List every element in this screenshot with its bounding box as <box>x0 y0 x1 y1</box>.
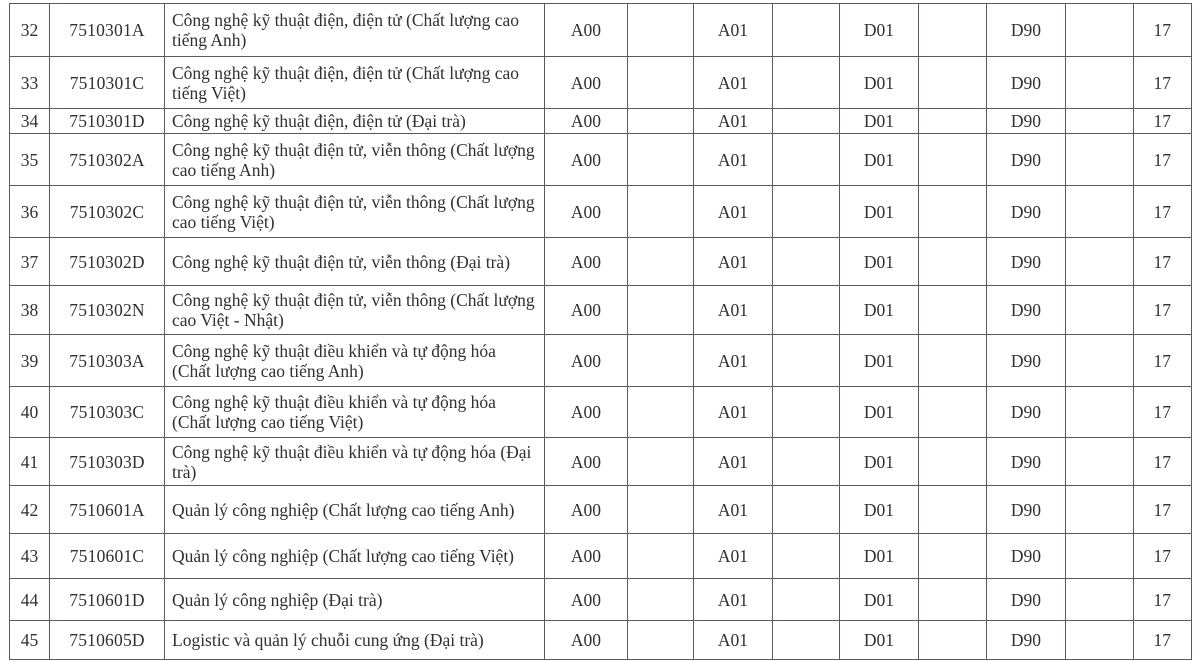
subject-combo-3-cell: D01 <box>840 134 919 186</box>
score-cell: 17 <box>1134 387 1192 438</box>
subject-combo-3-cell: D01 <box>840 186 919 238</box>
subject-combo-2-cell: A01 <box>694 621 773 660</box>
stt-cell: 35 <box>10 134 50 186</box>
score-cell: 17 <box>1134 286 1192 335</box>
major-name-cell: Logistic và quản lý chuỗi cung ứng (Đại trà) <box>165 621 545 660</box>
table-row <box>10 387 1192 438</box>
blank-cell <box>1066 335 1134 387</box>
major-code-cell: 7510601D <box>50 579 165 621</box>
subject-combo-2-cell: A01 <box>694 286 773 335</box>
stt-cell: 39 <box>10 335 50 387</box>
stt-cell: 42 <box>10 486 50 534</box>
subject-combo-1-cell: A00 <box>545 534 628 579</box>
table-row <box>10 4 1192 57</box>
table-row <box>10 534 1192 579</box>
major-name-cell: Quản lý công nghiệp (Chất lượng cao tiếng Việt) <box>165 534 545 579</box>
subject-combo-2-cell: A01 <box>694 534 773 579</box>
subject-combo-2-cell: A01 <box>694 238 773 286</box>
table-row <box>10 486 1192 534</box>
subject-combo-3-cell: D01 <box>840 109 919 134</box>
blank-cell <box>773 186 840 238</box>
major-name-cell: Công nghệ kỹ thuật điện tử, viễn thông (Chất lượng cao tiếng Anh) <box>165 134 545 186</box>
subject-combo-3-cell: D01 <box>840 335 919 387</box>
blank-cell <box>919 621 987 660</box>
stt-cell: 34 <box>10 109 50 134</box>
blank-cell <box>773 486 840 534</box>
subject-combo-4-cell: D90 <box>987 438 1066 486</box>
major-name-cell: Công nghệ kỹ thuật điều khiển và tự động hóa (Chất lượng cao tiếng Anh) <box>165 335 545 387</box>
subject-combo-2-cell: A01 <box>694 486 773 534</box>
blank-cell <box>628 335 694 387</box>
stt-cell: 43 <box>10 534 50 579</box>
subject-combo-1-cell: A00 <box>545 579 628 621</box>
major-name-cell: Công nghệ kỹ thuật điều khiển và tự động hóa (Đại trà) <box>165 438 545 486</box>
major-code-cell: 7510601C <box>50 534 165 579</box>
subject-combo-4-cell: D90 <box>987 134 1066 186</box>
subject-combo-3-cell: D01 <box>840 4 919 57</box>
blank-cell <box>919 134 987 186</box>
blank-cell <box>773 57 840 109</box>
blank-cell <box>919 335 987 387</box>
blank-cell <box>1066 238 1134 286</box>
subject-combo-2-cell: A01 <box>694 335 773 387</box>
major-code-cell: 7510605D <box>50 621 165 660</box>
score-cell: 17 <box>1134 57 1192 109</box>
major-code-cell: 7510303D <box>50 438 165 486</box>
subject-combo-1-cell: A00 <box>545 238 628 286</box>
blank-cell <box>919 4 987 57</box>
blank-cell <box>919 286 987 335</box>
major-code-cell: 7510301A <box>50 4 165 57</box>
subject-combo-3-cell: D01 <box>840 486 919 534</box>
blank-cell <box>773 534 840 579</box>
blank-cell <box>628 438 694 486</box>
score-cell: 17 <box>1134 335 1192 387</box>
blank-cell <box>1066 134 1134 186</box>
blank-cell <box>773 579 840 621</box>
major-code-cell: 7510302D <box>50 238 165 286</box>
subject-combo-3-cell: D01 <box>840 387 919 438</box>
blank-cell <box>773 109 840 134</box>
blank-cell <box>919 238 987 286</box>
score-cell: 17 <box>1134 438 1192 486</box>
blank-cell <box>628 534 694 579</box>
major-name-cell: Công nghệ kỹ thuật điện, điện tử (Đại trà) <box>165 109 545 134</box>
subject-combo-1-cell: A00 <box>545 286 628 335</box>
blank-cell <box>628 4 694 57</box>
subject-combo-3-cell: D01 <box>840 438 919 486</box>
subject-combo-3-cell: D01 <box>840 534 919 579</box>
subject-combo-2-cell: A01 <box>694 109 773 134</box>
admissions-table-page <box>9 3 1192 660</box>
stt-cell: 38 <box>10 286 50 335</box>
major-name-cell: Công nghệ kỹ thuật điều khiển và tự động hóa (Chất lượng cao tiếng Việt) <box>165 387 545 438</box>
score-cell: 17 <box>1134 579 1192 621</box>
subject-combo-1-cell: A00 <box>545 486 628 534</box>
subject-combo-1-cell: A00 <box>545 57 628 109</box>
subject-combo-1-cell: A00 <box>545 109 628 134</box>
table-body <box>10 4 1192 660</box>
subject-combo-1-cell: A00 <box>545 621 628 660</box>
major-name-cell: Quản lý công nghiệp (Đại trà) <box>165 579 545 621</box>
blank-cell <box>628 621 694 660</box>
major-code-cell: 7510302A <box>50 134 165 186</box>
subject-combo-2-cell: A01 <box>694 387 773 438</box>
subject-combo-1-cell: A00 <box>545 4 628 57</box>
stt-cell: 33 <box>10 57 50 109</box>
subject-combo-2-cell: A01 <box>694 57 773 109</box>
table-row <box>10 286 1192 335</box>
blank-cell <box>773 621 840 660</box>
blank-cell <box>919 534 987 579</box>
table-row <box>10 621 1192 660</box>
subject-combo-4-cell: D90 <box>987 387 1066 438</box>
admissions-table <box>9 3 1192 660</box>
subject-combo-2-cell: A01 <box>694 438 773 486</box>
major-code-cell: 7510303A <box>50 335 165 387</box>
subject-combo-1-cell: A00 <box>545 335 628 387</box>
subject-combo-3-cell: D01 <box>840 621 919 660</box>
score-cell: 17 <box>1134 621 1192 660</box>
table-row <box>10 109 1192 134</box>
table-row <box>10 134 1192 186</box>
blank-cell <box>1066 57 1134 109</box>
blank-cell <box>773 134 840 186</box>
table-row <box>10 57 1192 109</box>
major-code-cell: 7510301D <box>50 109 165 134</box>
subject-combo-4-cell: D90 <box>987 486 1066 534</box>
major-code-cell: 7510301C <box>50 57 165 109</box>
score-cell: 17 <box>1134 534 1192 579</box>
subject-combo-1-cell: A00 <box>545 186 628 238</box>
blank-cell <box>1066 438 1134 486</box>
subject-combo-4-cell: D90 <box>987 186 1066 238</box>
blank-cell <box>919 109 987 134</box>
blank-cell <box>628 387 694 438</box>
major-name-cell: Công nghệ kỹ thuật điện, điện tử (Chất lượng cao tiếng Anh) <box>165 4 545 57</box>
major-name-cell: Công nghệ kỹ thuật điện tử, viễn thông (Đại trà) <box>165 238 545 286</box>
blank-cell <box>919 579 987 621</box>
major-name-cell: Công nghệ kỹ thuật điện tử, viễn thông (Chất lượng cao Việt - Nhật) <box>165 286 545 335</box>
subject-combo-4-cell: D90 <box>987 57 1066 109</box>
subject-combo-4-cell: D90 <box>987 621 1066 660</box>
stt-cell: 36 <box>10 186 50 238</box>
blank-cell <box>1066 4 1134 57</box>
major-code-cell: 7510302N <box>50 286 165 335</box>
stt-cell: 41 <box>10 438 50 486</box>
subject-combo-4-cell: D90 <box>987 4 1066 57</box>
stt-cell: 37 <box>10 238 50 286</box>
subject-combo-4-cell: D90 <box>987 579 1066 621</box>
subject-combo-1-cell: A00 <box>545 387 628 438</box>
subject-combo-2-cell: A01 <box>694 186 773 238</box>
blank-cell <box>628 238 694 286</box>
blank-cell <box>1066 579 1134 621</box>
subject-combo-4-cell: D90 <box>987 335 1066 387</box>
blank-cell <box>628 109 694 134</box>
major-name-cell: Công nghệ kỹ thuật điện tử, viễn thông (Chất lượng cao tiếng Việt) <box>165 186 545 238</box>
stt-cell: 32 <box>10 4 50 57</box>
blank-cell <box>628 579 694 621</box>
score-cell: 17 <box>1134 186 1192 238</box>
stt-cell: 45 <box>10 621 50 660</box>
blank-cell <box>1066 286 1134 335</box>
blank-cell <box>773 387 840 438</box>
subject-combo-2-cell: A01 <box>694 579 773 621</box>
subject-combo-1-cell: A00 <box>545 134 628 186</box>
blank-cell <box>773 238 840 286</box>
blank-cell <box>1066 486 1134 534</box>
table-row <box>10 438 1192 486</box>
blank-cell <box>773 4 840 57</box>
blank-cell <box>628 57 694 109</box>
subject-combo-3-cell: D01 <box>840 579 919 621</box>
major-code-cell: 7510302C <box>50 186 165 238</box>
subject-combo-3-cell: D01 <box>840 286 919 335</box>
table-row <box>10 186 1192 238</box>
blank-cell <box>1066 621 1134 660</box>
major-code-cell: 7510303C <box>50 387 165 438</box>
blank-cell <box>773 335 840 387</box>
blank-cell <box>773 286 840 335</box>
major-name-cell: Công nghệ kỹ thuật điện, điện tử (Chất lượng cao tiếng Việt) <box>165 57 545 109</box>
table-row <box>10 335 1192 387</box>
blank-cell <box>1066 109 1134 134</box>
stt-cell: 44 <box>10 579 50 621</box>
subject-combo-4-cell: D90 <box>987 534 1066 579</box>
subject-combo-3-cell: D01 <box>840 238 919 286</box>
subject-combo-2-cell: A01 <box>694 134 773 186</box>
score-cell: 17 <box>1134 109 1192 134</box>
stt-cell: 40 <box>10 387 50 438</box>
blank-cell <box>919 57 987 109</box>
blank-cell <box>628 186 694 238</box>
subject-combo-4-cell: D90 <box>987 238 1066 286</box>
blank-cell <box>1066 387 1134 438</box>
table-row <box>10 238 1192 286</box>
blank-cell <box>773 438 840 486</box>
blank-cell <box>919 186 987 238</box>
blank-cell <box>628 134 694 186</box>
subject-combo-3-cell: D01 <box>840 57 919 109</box>
score-cell: 17 <box>1134 134 1192 186</box>
blank-cell <box>628 286 694 335</box>
major-code-cell: 7510601A <box>50 486 165 534</box>
blank-cell <box>919 486 987 534</box>
subject-combo-4-cell: D90 <box>987 286 1066 335</box>
score-cell: 17 <box>1134 486 1192 534</box>
subject-combo-2-cell: A01 <box>694 4 773 57</box>
blank-cell <box>919 387 987 438</box>
subject-combo-1-cell: A00 <box>545 438 628 486</box>
blank-cell <box>1066 534 1134 579</box>
blank-cell <box>628 486 694 534</box>
blank-cell <box>919 438 987 486</box>
major-name-cell: Quản lý công nghiệp (Chất lượng cao tiếng Anh) <box>165 486 545 534</box>
blank-cell <box>1066 186 1134 238</box>
table-row <box>10 579 1192 621</box>
subject-combo-4-cell: D90 <box>987 109 1066 134</box>
score-cell: 17 <box>1134 238 1192 286</box>
score-cell: 17 <box>1134 4 1192 57</box>
